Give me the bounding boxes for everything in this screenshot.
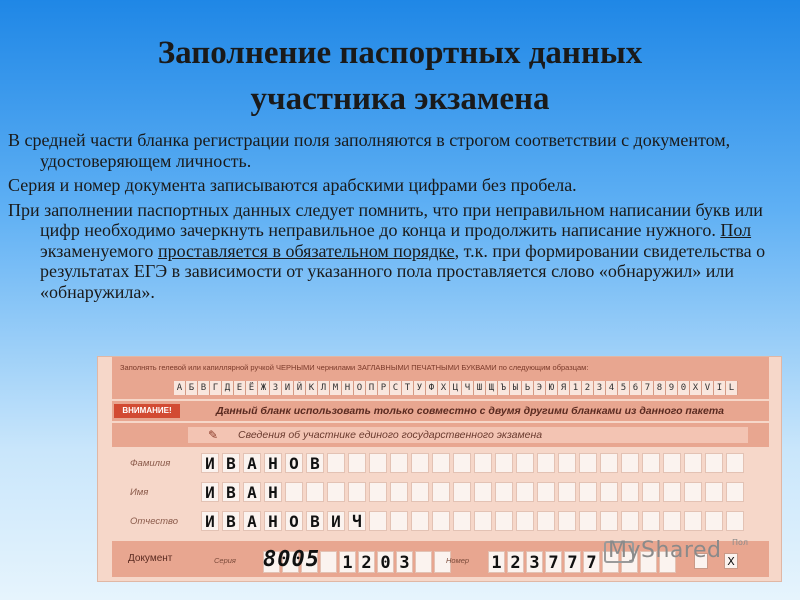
letter-cell [600, 511, 618, 531]
letter-cell [621, 511, 639, 531]
sample-char: Щ [486, 381, 498, 395]
letter-cell [705, 453, 723, 473]
letter-cell: А [243, 482, 261, 502]
letter-cell: Н [264, 482, 282, 502]
sample-char: Ъ [498, 381, 510, 395]
letter-cell [663, 511, 681, 531]
letter-cell [726, 511, 744, 531]
sample-char: 4 [606, 381, 618, 395]
sample-char: О [354, 381, 366, 395]
sample-char: 5 [618, 381, 630, 395]
gender-underlined: Пол [720, 220, 752, 240]
scratched-series: 8005 [263, 547, 320, 572]
letter-cell [432, 482, 450, 502]
slide-title-line2: участника экзамена [250, 81, 550, 117]
sample-char: Т [402, 381, 414, 395]
slide-title [0, 30, 800, 122]
pen-icon: ✎ [208, 428, 219, 442]
letter-cell [495, 511, 513, 531]
name-cells [201, 482, 747, 502]
letter-cell [558, 482, 576, 502]
letter-cell [684, 482, 702, 502]
letter-cell: Ч [348, 511, 366, 531]
series-digit-cell: 3 [396, 551, 413, 573]
letter-cell [579, 453, 597, 473]
letter-cell: В [306, 511, 324, 531]
paragraph-3-text-b: экзаменуемого [40, 240, 158, 261]
mandatory-underlined: проставляется в обязательном порядке [157, 240, 455, 261]
patronymic-label: Отчество [130, 516, 179, 527]
letter-cell [684, 511, 702, 531]
sample-char: 3 [594, 381, 606, 395]
sample-char: 8 [654, 381, 666, 395]
sample-char: В [198, 381, 210, 395]
section-title: Сведения об участнике единого государственного экзамена [188, 427, 748, 443]
letter-cell [726, 482, 744, 502]
sample-char: Х [690, 381, 702, 395]
sample-char: Ю [546, 381, 558, 395]
letter-cell [579, 511, 597, 531]
series-digit-cell: 1 [339, 551, 356, 573]
letter-cell [600, 482, 618, 502]
letter-cell [285, 482, 303, 502]
number-digit-cell: 7 [564, 551, 581, 573]
letter-cell [516, 482, 534, 502]
slide-body [8, 130, 793, 306]
letter-cell [705, 482, 723, 502]
letter-cell [411, 511, 429, 531]
letter-cell [495, 482, 513, 502]
letter-cell: Н [264, 453, 282, 473]
letter-cell [705, 511, 723, 531]
letter-cell [453, 511, 471, 531]
warning-text: Данный бланк использовать только совместно с двумя другими бланками из данного пакета [216, 405, 725, 417]
sample-char: Р [378, 381, 390, 395]
gender-female-box: Х [724, 553, 738, 569]
letter-cell [663, 453, 681, 473]
letter-cell [579, 482, 597, 502]
surname-cells [201, 453, 747, 473]
letter-cell [642, 453, 660, 473]
letter-cell [684, 453, 702, 473]
letter-cell [369, 511, 387, 531]
letter-cell: А [243, 453, 261, 473]
letter-cell [306, 482, 324, 502]
letter-cell [348, 482, 366, 502]
letter-cell: И [201, 482, 219, 502]
letter-cell [411, 453, 429, 473]
number-digit-cell: 2 [507, 551, 524, 573]
number-digit-cell: 7 [583, 551, 600, 573]
slide-title-line1: Заполнение паспортных данных [157, 35, 643, 71]
letter-cell [453, 482, 471, 502]
number-digit-cell: 3 [526, 551, 543, 573]
name-label: Имя [130, 487, 149, 498]
sample-char: П [366, 381, 378, 395]
letter-cell [327, 453, 345, 473]
letter-cell [621, 482, 639, 502]
letter-cell [516, 453, 534, 473]
paragraph-3-text-c: , т.к. при формировании свидетельства о результатах ЕГЭ в зависимости от указанного пола проставляется слово «обнаружил» или «обнаружила». [40, 240, 766, 302]
sample-char: М [330, 381, 342, 395]
letter-cell [474, 482, 492, 502]
sample-char: Э [534, 381, 546, 395]
letter-cell [474, 453, 492, 473]
sample-char: Е [234, 381, 246, 395]
number-digit-cell: 1 [488, 551, 505, 573]
letter-cell [411, 482, 429, 502]
warning-label: ВНИМАНИЕ! [114, 404, 180, 418]
letter-cell [432, 511, 450, 531]
letter-cell [453, 453, 471, 473]
sample-char: Ц [450, 381, 462, 395]
letter-cell [621, 453, 639, 473]
sample-char: Д [222, 381, 234, 395]
letter-cell: В [222, 511, 240, 531]
letter-cell: В [222, 482, 240, 502]
letter-cell [642, 511, 660, 531]
letter-cell: И [201, 453, 219, 473]
watermark-text: MyShared [608, 538, 722, 563]
sample-char: Ж [258, 381, 270, 395]
letter-cell: В [306, 453, 324, 473]
sample-char: 2 [582, 381, 594, 395]
watermark-sub: Пол [732, 538, 749, 547]
letter-cell [726, 453, 744, 473]
paragraph-3-text-a: При заполнении паспортных данных следует помнить, что при неправильном написании букв или цифр необходимо зачеркнуть неправильное до конца и продолжить написание нужного. [8, 199, 763, 240]
sample-char: С [390, 381, 402, 395]
letter-cell: И [201, 511, 219, 531]
letter-cell [390, 482, 408, 502]
letter-cell [390, 511, 408, 531]
letter-cell [537, 453, 555, 473]
sample-char: И [282, 381, 294, 395]
sample-char: Я [558, 381, 570, 395]
series-digit-cell [415, 551, 432, 573]
letter-cell: В [222, 453, 240, 473]
number-label: Номер [446, 556, 470, 565]
sample-char: Ф [426, 381, 438, 395]
paragraph-3 [8, 200, 793, 303]
sample-characters [174, 381, 738, 395]
letter-cell [348, 453, 366, 473]
letter-cell [369, 482, 387, 502]
paragraph-2: Серия и номер документа записываются арабскими цифрами без пробела. [8, 175, 577, 195]
letter-cell [600, 453, 618, 473]
letter-cell [516, 511, 534, 531]
letter-cell [642, 482, 660, 502]
sample-char: Л [318, 381, 330, 395]
form-instruction: Заполнять гелевой или капиллярной ручкой ЧЕРНЫМИ чернилами ЗАГЛАВНЫМИ ПЕЧАТНЫМИ БУКВАМИ по следующим образцам: [120, 363, 589, 372]
sample-char: L [726, 381, 738, 395]
sample-char: У [414, 381, 426, 395]
series-digit-cell: 0 [377, 551, 394, 573]
sample-char: Г [210, 381, 222, 395]
letter-cell [558, 511, 576, 531]
sample-char: А [174, 381, 186, 395]
paragraph-1: В средней части бланка регистрации поля заполняются в строгом соответствии с документом, удостоверяющем личность. [8, 130, 731, 171]
sample-char: Ш [474, 381, 486, 395]
sample-char: 6 [630, 381, 642, 395]
sample-char: 1 [570, 381, 582, 395]
letter-cell: И [327, 511, 345, 531]
letter-cell [390, 453, 408, 473]
sample-char: 9 [666, 381, 678, 395]
document-label: Документ [128, 553, 173, 564]
sample-char: I [714, 381, 726, 395]
letter-cell [369, 453, 387, 473]
sample-char: К [306, 381, 318, 395]
letter-cell [432, 453, 450, 473]
sample-char: Ь [522, 381, 534, 395]
letter-cell [327, 482, 345, 502]
sample-char: Х [438, 381, 450, 395]
series-digit-cell [320, 551, 337, 573]
letter-cell: А [243, 511, 261, 531]
patronymic-cells [201, 511, 747, 531]
sample-char: Ё [246, 381, 258, 395]
sample-char: 0 [678, 381, 690, 395]
sample-char: V [702, 381, 714, 395]
series-label: Серия [214, 556, 236, 565]
letter-cell [495, 453, 513, 473]
letter-cell [474, 511, 492, 531]
sample-char: 7 [642, 381, 654, 395]
sample-char: Б [186, 381, 198, 395]
letter-cell: О [285, 453, 303, 473]
sample-char: З [270, 381, 282, 395]
letter-cell [537, 511, 555, 531]
letter-cell [663, 482, 681, 502]
sample-char: Й [294, 381, 306, 395]
letter-cell [558, 453, 576, 473]
number-digit-cell: 7 [545, 551, 562, 573]
surname-label: Фамилия [130, 458, 171, 469]
letter-cell: О [285, 511, 303, 531]
sample-char: Н [342, 381, 354, 395]
series-digit-cell: 2 [358, 551, 375, 573]
letter-cell: Н [264, 511, 282, 531]
letter-cell [537, 482, 555, 502]
sample-char: Ч [462, 381, 474, 395]
sample-char: Ы [510, 381, 522, 395]
